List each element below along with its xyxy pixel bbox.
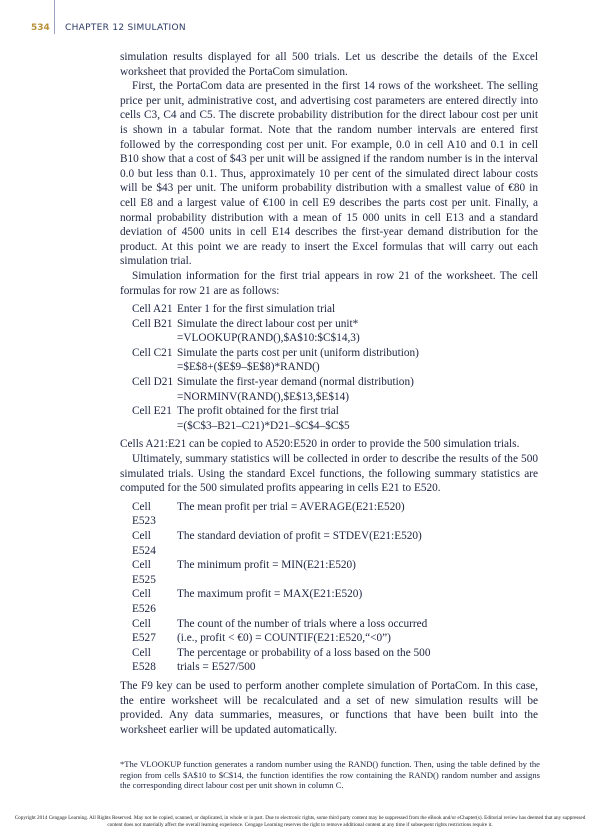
cell-description — [177, 558, 538, 587]
cell-reference: Cell E523 — [132, 500, 156, 528]
cell-reference: Cell E527 — [132, 617, 156, 645]
description-line: The mean profit per trial = AVERAGE(E21:E520) — [177, 500, 405, 513]
cell-description — [177, 500, 538, 529]
cell-reference: Cell E526 — [132, 588, 156, 615]
body-text — [120, 50, 538, 737]
description-line: =VLOOKUP(RAND(),$A$10:$C$14,3) — [177, 332, 360, 345]
cell-description — [177, 346, 538, 375]
cell-formula-item — [132, 587, 538, 616]
paragraph: Simulation information for the first trial appears in row 21 of the worksheet. The cell formulas for row 21 are as follows: — [120, 269, 538, 297]
cell-reference: Cell E21 — [132, 405, 172, 418]
cell-description — [177, 646, 538, 675]
cell-description — [177, 529, 538, 558]
cell-formula-item — [132, 404, 538, 433]
description-line: Simulate the parts cost per unit (uniform distribution) — [177, 346, 419, 359]
description-line: Simulate the direct labour cost per unit* — [177, 317, 359, 330]
cell-formula-item — [132, 529, 538, 558]
cell-formula-item — [132, 617, 538, 646]
description-line: The maximum profit = MAX(E21:E520) — [177, 588, 363, 601]
cell-description — [177, 317, 538, 346]
cell-description — [177, 302, 538, 317]
description-line: The profit obtained for the first trial — [177, 405, 339, 418]
header-rule — [54, 0, 55, 34]
summary-formulas — [132, 500, 538, 675]
description-line: =$E$8+($E$9–$E$8)*RAND() — [177, 361, 320, 374]
cell-formula-item — [132, 375, 538, 404]
description-line: (i.e., profit < €0) = COUNTIF(E21:E520,“<0”) — [177, 632, 391, 645]
description-line: The standard deviation of profit = STDEV(E21:E520) — [177, 530, 422, 542]
description-line: =($C$3–B21–C21)*D21–$C$4–$C$5 — [177, 419, 350, 432]
cell-reference: Cell A21 — [132, 303, 173, 316]
cell-formula-item — [132, 558, 538, 587]
cell-reference: Cell E525 — [132, 559, 156, 586]
cell-formula-item — [132, 500, 538, 529]
footnote: *The VLOOKUP function generates a random number using the RAND() function. Then, using the table defined by the region from cells $A$10 to $C$14, the function identifies the row containing the RAND() random number and assigns the corresponding direct labour cost per unit shown in column C. — [120, 759, 540, 791]
description-line: trials = E527/500 — [177, 661, 256, 674]
copyright-notice: Copyright 2014 Cengage Learning. All Rights Reserved. May not be copied, scanned, or duplicated, in whole or in part. Due to electronic rights, some third party content may be suppressed from the eBook and/or eChapter(s). Editorial review has deemed that any suppressed content does not materially affect the overall learning experience. Cengage Learning reserves the right to remove additional content at any time if subsequent rights restrictions require it. — [14, 814, 586, 828]
cell-reference: Cell D21 — [132, 376, 174, 389]
row21-formulas — [132, 302, 538, 433]
cell-description — [177, 375, 538, 404]
cell-formula-item — [132, 646, 538, 675]
paragraph: The F9 key can be used to perform another complete simulation of PortaCom. In this case, the entire worksheet will be recalculated and a set of new simulation results will be provided. Any data summaries, measures, or functions that have been built into the worksheet earlier will be updated automatically. — [120, 679, 538, 736]
description-line: Simulate the first-year demand (normal distribution) — [177, 376, 414, 389]
description-line: The minimum profit = MIN(E21:E520) — [177, 559, 356, 572]
cell-description — [177, 617, 538, 646]
paragraph: Cells A21:E21 can be copied to A520:E520 in order to provide the 500 simulation trials. — [120, 438, 520, 451]
cell-reference: Cell E524 — [132, 530, 156, 557]
cell-description — [177, 404, 538, 433]
description-line: =NORMINV(RAND(),$E$13,$E$14) — [177, 390, 350, 403]
page-number: 534 — [31, 23, 50, 33]
description-line: The count of the number of trials where a loss occurred — [177, 617, 428, 630]
paragraph: Ultimately, summary statistics will be collected in order to describe the results of the 500 simulated trials. Using the standard Excel functions, the following summary statistics are computed for the 500 simulated profits appearing in cells E21 to E520. — [120, 453, 538, 495]
cell-formula-item — [132, 346, 538, 375]
description-line: Enter 1 for the first simulation trial — [177, 303, 336, 316]
chapter-title: CHAPTER 12 SIMULATION — [65, 23, 186, 33]
cell-reference: Cell B21 — [132, 317, 173, 330]
cell-formula-item — [132, 302, 538, 317]
cell-reference: Cell E528 — [132, 646, 156, 674]
paragraph: First, the PortaCom data are presented in the first 14 rows of the worksheet. The selling price per unit, administrative cost, and advertising cost parameters are entered directly into cells C3, C4 and C5. The discrete probability distribution for the direct labour cost per unit is shown in a tabular format. Note that the random number intervals are entered first followed by the corresponding cost per unit. For example, 0.0 in cell A10 and 0.1 in cell B10 show that a cost of $43 per unit will be assigned if the random number is in the interval 0.0 but less than 0.1. Thus, approximately 10 per cent of the simulated direct labour costs will be $43 per unit. The uniform probability distribution with a smallest value of €80 in cell E8 and a largest value of €100 in cell E9 describes the parts cost per unit. Finally, a normal probability distribution with a mean of 15 000 units in cell E13 and a standard deviation of 4500 units in cell E14 describes the first-year demand distribution for the product. At this point we are ready to insert the Excel formulas that will carry out each simulation trial. — [120, 80, 538, 268]
cell-formula-item — [132, 317, 538, 346]
description-line: The percentage or probability of a loss based on the 500 — [177, 646, 431, 659]
cell-description — [177, 587, 538, 616]
cell-reference: Cell C21 — [132, 346, 173, 359]
paragraph: simulation results displayed for all 500 trials. Let us describe the details of the Excel worksheet that provided the PortaCom simulation. — [120, 51, 538, 78]
